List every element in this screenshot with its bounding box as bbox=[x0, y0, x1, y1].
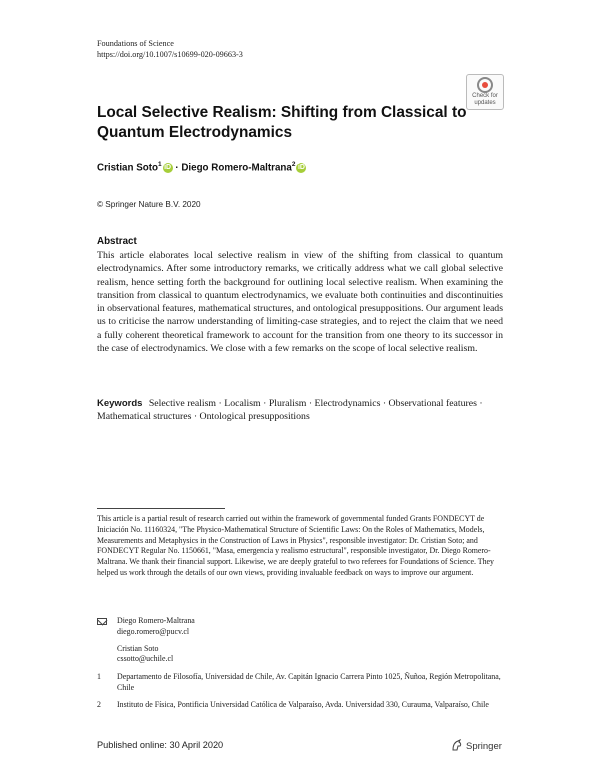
published-date: Published online: 30 April 2020 bbox=[97, 740, 224, 750]
orcid-icon[interactable]: iD bbox=[164, 164, 172, 172]
contact-email[interactable]: cssotto@uchile.cl bbox=[117, 654, 174, 664]
corresponding-authors bbox=[97, 616, 503, 665]
contact-entry bbox=[97, 616, 503, 638]
abstract-heading: Abstract bbox=[97, 236, 137, 247]
orcid-icon[interactable]: iD bbox=[297, 164, 305, 172]
badge-line-1: Check for bbox=[472, 93, 498, 99]
author-name: Diego Romero-Maltrana bbox=[181, 162, 292, 174]
contact-name: Cristian Soto bbox=[117, 643, 159, 653]
publisher-name: Springer bbox=[466, 741, 502, 752]
journal-header bbox=[97, 38, 243, 60]
abstract-text: This article elaborates local selective realism in view of the shifting from classical to quantum electrodynamics. After some introductory remarks, we critically address what we call global selective realism, hence setting forth the background for outlining local selective realism. When examining the transition from classical to quantum electrodynamics, we evaluate both continuities and discontinuities in observational features, mathematical structures, and ontological presuppositions. Our argument leads us to criticise the narrow understanding of limiting-case strategies, and to reject the claim that we need a fully coherent theoretical framework to account for the transition from one theory to its successor in the case of electrodynamics. We close with a few remarks on the scope of local selective realism. bbox=[97, 250, 504, 355]
affiliation-text: Departamento de Filosofía, Universidad de Chile, Av. Capitán Ignacio Carrera Pinto 1025, Ñuñoa, Región Metropolitana, Chile bbox=[117, 672, 501, 692]
affiliation-1 bbox=[97, 672, 503, 694]
author-name: Cristian Soto bbox=[97, 162, 158, 174]
author-separator: · bbox=[175, 162, 179, 174]
publisher-logo bbox=[451, 739, 502, 752]
author-list bbox=[97, 161, 306, 173]
author-affiliation-sup: 2 bbox=[291, 161, 296, 168]
funding-footnote: This article is a partial result of research carried out within the framework of governmental funded Grants FONDECYT de Iniciación No. 11160324, "The Physico-Mathematical Structure of Scientific Laws: On the Roles of Mathematics, Models, Measurements and Metaphysics in the Construction of Laws in Physics", responsible investigator: Dr. Cristian Soto; and FONDECYT Regular No. 1150661, "Masa, emergencia y realismo estructural", responsible investigator, Dr. Diego Romero-Maltrana. We thank their financial support. Likewise, we are deeply grateful to two referees for Foundations of Science. They helped us work through the details of our own views, providing invaluable feedback on ways to improve our argument. bbox=[97, 514, 494, 577]
crossmark-icon bbox=[477, 77, 493, 93]
keywords-text: Selective realism · Localism · Pluralism · Electrodynamics · Observational features · Mathematical structures · Ontological presuppositions bbox=[97, 398, 483, 423]
article-title: Local Selective Realism: Shifting from Classical to Quantum Electrodynamics bbox=[97, 104, 467, 141]
affiliation-number: 2 bbox=[97, 700, 101, 709]
author-affiliation-sup: 1 bbox=[157, 161, 162, 168]
envelope-icon bbox=[97, 618, 107, 625]
contact-entry bbox=[97, 644, 503, 666]
affiliation-number: 1 bbox=[97, 672, 101, 681]
badge-line-2: updates bbox=[474, 99, 496, 106]
journal-name: Foundations of Science bbox=[97, 39, 174, 48]
springer-horse-icon bbox=[451, 739, 463, 751]
keywords-heading: Keywords bbox=[97, 398, 143, 409]
contact-name: Diego Romero-Maltrana bbox=[117, 616, 195, 625]
contact-email[interactable]: diego.romero@pucv.cl bbox=[117, 626, 190, 636]
affiliation-2 bbox=[97, 700, 503, 711]
affiliation-text: Instituto de Física, Pontificia Universidad Católica de Valparaíso, Avda. Universidad 330, Curauma, Valparaíso, Chile bbox=[117, 700, 489, 709]
copyright-notice: © Springer Nature B.V. 2020 bbox=[97, 200, 201, 209]
doi-link[interactable]: https://doi.org/10.1007/s10699-020-09663-3 bbox=[97, 50, 243, 59]
footnote-divider bbox=[97, 508, 225, 509]
keywords-block bbox=[97, 397, 503, 424]
